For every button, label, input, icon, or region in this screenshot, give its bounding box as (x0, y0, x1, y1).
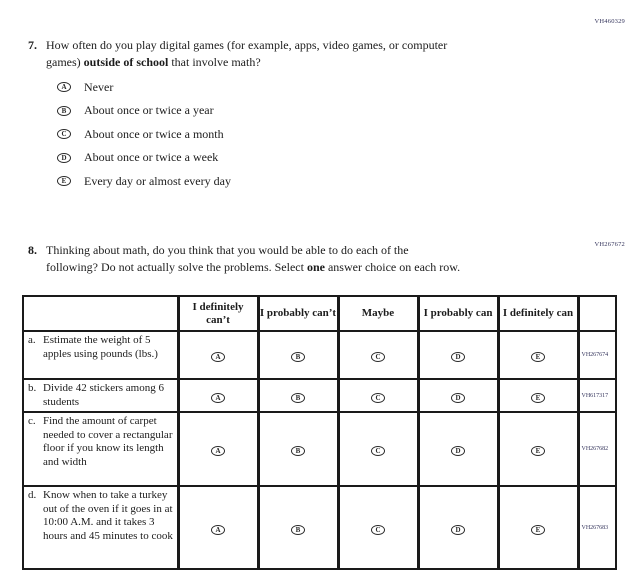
radio-oval-d-icon[interactable]: D (451, 393, 465, 403)
table-header-row (23, 296, 616, 331)
question-7-bold: outside of school (83, 54, 169, 69)
q7-option-everyday[interactable] (57, 174, 231, 188)
question-8-text (46, 242, 576, 275)
row-c-answer-cell (418, 412, 498, 486)
radio-oval-b-icon[interactable]: B (291, 352, 305, 362)
row-a-item (23, 331, 178, 379)
row-d-accession-code: VH267683 (578, 486, 616, 569)
table-row-b (23, 379, 616, 412)
row-b-accession-code: VH617317 (578, 379, 616, 412)
row-d-answer-cell (178, 486, 258, 569)
radio-oval-d-icon[interactable]: D (57, 153, 71, 163)
question-8-line1: Thinking about math, do you think that you would be able to do each of the (46, 243, 409, 257)
row-b-answer-cell (498, 379, 578, 412)
column-header-definitely-can: I definitely can (498, 296, 578, 331)
row-a-accession-code: VH267674 (578, 331, 616, 379)
column-header-probably-can: I probably can (418, 296, 498, 331)
row-a-answer-cell (258, 331, 338, 379)
radio-oval-a-icon[interactable]: A (211, 352, 225, 362)
row-c-answer-cell (338, 412, 418, 486)
row-b-item (23, 379, 178, 412)
row-b-text: Divide 42 stickers among 6 students (43, 382, 164, 408)
question-8 (28, 242, 576, 275)
row-a-answer-cell (498, 331, 578, 379)
question-7 (28, 37, 576, 70)
question-7-accession-code: VH460329 (594, 18, 625, 25)
column-header-probably-cant: I probably can’t (258, 296, 338, 331)
row-b-answer-cell (338, 379, 418, 412)
row-a-answer-cell (338, 331, 418, 379)
radio-oval-a-icon[interactable]: A (211, 446, 225, 456)
q7-option-label: Every day or almost every day (84, 173, 231, 188)
question-8-accession-code: VH267672 (594, 241, 625, 248)
radio-oval-b-icon[interactable]: B (291, 446, 305, 456)
q7-option-label: About once or twice a year (84, 103, 214, 117)
row-c-letter: c. (28, 415, 36, 427)
radio-oval-a-icon[interactable]: A (57, 82, 71, 92)
question-8-line2-before: following? Do not actually solve the problems. Select (46, 259, 307, 274)
radio-oval-e-icon[interactable]: E (531, 352, 545, 362)
table-row-d (23, 486, 616, 569)
row-d-letter: d. (28, 489, 37, 501)
question-7-options (57, 80, 231, 198)
row-d-answer-cell (258, 486, 338, 569)
column-header-definitely-cant: I definitely can’t (178, 296, 258, 331)
row-b-answer-cell (418, 379, 498, 412)
radio-oval-c-icon[interactable]: C (371, 352, 385, 362)
row-c-item (23, 412, 178, 486)
q7-option-label: About once or twice a month (84, 126, 224, 141)
row-a-text: Estimate the weight of 5 apples using pounds (lbs.) (43, 334, 158, 360)
radio-oval-b-icon[interactable]: B (57, 106, 71, 116)
row-c-answer-cell (498, 412, 578, 486)
q7-option-label: About once or twice a week (84, 150, 219, 164)
row-b-letter: b. (28, 382, 37, 394)
radio-oval-c-icon[interactable]: C (371, 393, 385, 403)
q7-option-month[interactable] (57, 127, 231, 141)
question-8-bold: one (306, 259, 325, 274)
question-8-line2-after: answer choice on each row. (324, 259, 461, 274)
radio-oval-a-icon[interactable]: A (211, 393, 225, 403)
table-row-a (23, 331, 616, 379)
row-c-accession-code: VH267682 (578, 412, 616, 486)
question-8-number: 8. (28, 243, 37, 257)
radio-oval-b-icon[interactable]: B (291, 393, 305, 403)
question-7-line1: How often do you play digital games (for example, apps, video games, or computer (46, 38, 448, 52)
row-d-answer-cell (498, 486, 578, 569)
radio-oval-c-icon[interactable]: C (57, 129, 71, 139)
question-7-text (46, 37, 576, 70)
radio-oval-c-icon[interactable]: C (371, 446, 385, 456)
q7-option-never[interactable] (57, 80, 231, 94)
header-empty-code-column (578, 296, 616, 331)
row-c-answer-cell (258, 412, 338, 486)
row-d-answer-cell (338, 486, 418, 569)
row-b-answer-cell (178, 379, 258, 412)
q7-option-week[interactable] (57, 151, 231, 165)
row-d-text: Know when to take a turkey out of the oven if it goes in at 10:00 A.M. and it takes 3 hours and 45 minutes to cook (43, 489, 173, 542)
q7-option-year[interactable] (57, 104, 231, 118)
radio-oval-d-icon[interactable]: D (451, 352, 465, 362)
row-b-answer-cell (258, 379, 338, 412)
row-d-answer-cell (418, 486, 498, 569)
row-c-text: Find the amount of carpet needed to cover a rectangular floor if you know its length and width (43, 415, 173, 468)
q8-answer-table (22, 295, 617, 570)
radio-oval-c-icon[interactable]: C (371, 525, 385, 535)
row-a-answer-cell (418, 331, 498, 379)
row-a-letter: a. (28, 334, 36, 346)
question-7-line2-before: games) (46, 54, 84, 69)
question-7-line2-after: that involve math? (168, 54, 261, 69)
radio-oval-e-icon[interactable]: E (531, 393, 545, 403)
radio-oval-b-icon[interactable]: B (291, 525, 305, 535)
radio-oval-e-icon[interactable]: E (57, 176, 71, 186)
radio-oval-d-icon[interactable]: D (451, 525, 465, 535)
radio-oval-a-icon[interactable]: A (211, 525, 225, 535)
radio-oval-d-icon[interactable]: D (451, 446, 465, 456)
q7-option-label: Never (84, 79, 114, 94)
row-c-answer-cell (178, 412, 258, 486)
radio-oval-e-icon[interactable]: E (531, 446, 545, 456)
question-7-number: 7. (28, 38, 37, 52)
row-a-answer-cell (178, 331, 258, 379)
column-header-maybe: Maybe (338, 296, 418, 331)
radio-oval-e-icon[interactable]: E (531, 525, 545, 535)
table-row-c (23, 412, 616, 486)
header-empty-corner (23, 296, 178, 331)
row-d-item (23, 486, 178, 569)
